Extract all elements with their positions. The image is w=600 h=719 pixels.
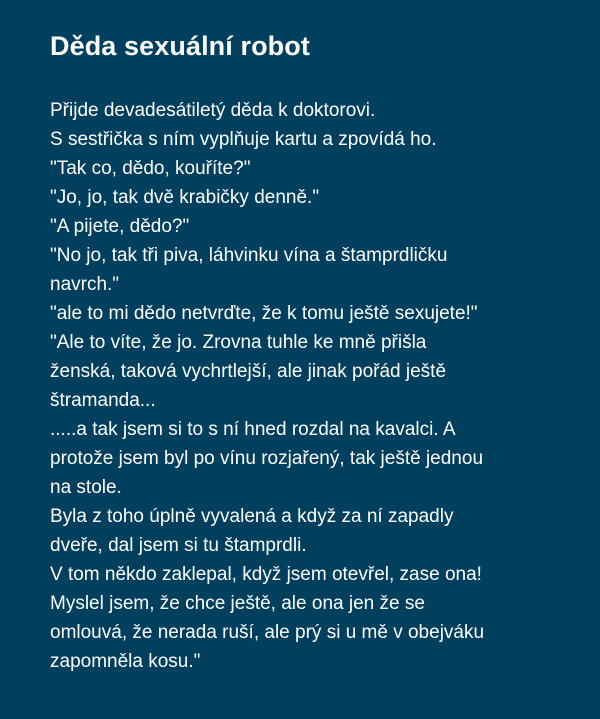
body-line: štramanda... — [50, 390, 156, 411]
body-line: zapomněla kosu." — [50, 651, 201, 672]
body-line: protože jsem byl po vínu rozjařený, tak ještě jednou — [50, 448, 484, 469]
body-line: V tom někdo zaklepal, když jsem otevřel, zase ona! — [50, 564, 482, 585]
body-line: omlouvá, že nerada ruší, ale prý si u mě v obejváku — [50, 622, 485, 643]
body-line: "Ale to víte, že jo. Zrovna tuhle ke mně přišla — [50, 332, 427, 353]
body-line: Myslel jsem, že chce ještě, ale ona jen že se — [50, 593, 425, 614]
body-line: "ale to mi dědo netvrďte, že k tomu ještě sexujete!" — [50, 303, 478, 324]
body-line: navrch." — [50, 274, 120, 295]
article-body — [50, 96, 560, 676]
body-line: "A pijete, dědo?" — [50, 216, 190, 237]
body-line: S sestřička s ním vyplňuje kartu a zpovídá ho. — [50, 129, 437, 150]
body-line: Byla z toho úplně vyvalená a když za ní zapadly — [50, 506, 454, 527]
body-line: dveře, dal jsem si tu štamprdli. — [50, 535, 307, 556]
body-line: ženská, taková vychrtlejší, ale jinak pořád ještě — [50, 361, 447, 382]
body-line: "Tak co, dědo, kouříte?" — [50, 158, 251, 179]
body-line: Přijde devadesátiletý děda k doktorovi. — [50, 100, 376, 121]
body-line: .....a tak jsem si to s ní hned rozdal na kavalci. A — [50, 419, 456, 440]
body-line: "Jo, jo, tak dvě krabičky denně." — [50, 187, 320, 208]
body-line: na stole. — [50, 477, 122, 498]
article-title: Děda sexuální robot — [50, 31, 310, 61]
body-line: "No jo, tak tři piva, láhvinku vína a štamprdličku — [50, 245, 448, 266]
